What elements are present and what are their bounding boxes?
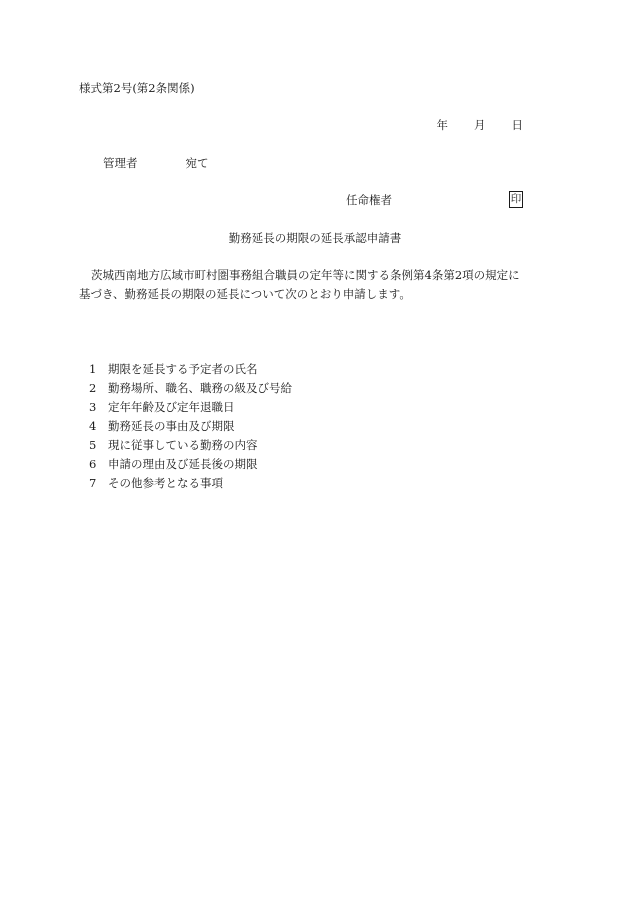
list-item: [89, 360, 292, 379]
body-paragraph: 茨城西南地方広域市町村圏事務組合職員の定年等に関する条例第4条第2項の規定に基づき、勤務延長の期限の延長について次のとおり申請します。: [79, 268, 520, 301]
item-text: その他参考となる事項: [108, 476, 223, 490]
item-list: [89, 360, 292, 493]
item-text: 期限を延長する予定者の氏名: [108, 362, 258, 376]
document-title: 勤務延長の期限の延長承認申請書: [228, 231, 402, 245]
date-month-label: 月: [474, 118, 486, 132]
item-text: 勤務延長の事由及び期限: [108, 419, 235, 433]
date-year-label: 年: [436, 118, 448, 132]
item-number: 2: [89, 381, 97, 395]
list-item: [89, 455, 292, 474]
list-item: [89, 417, 292, 436]
addressee-name: 管理者: [103, 156, 138, 170]
list-item: [89, 398, 292, 417]
item-number: 6: [89, 457, 97, 471]
list-item: [89, 436, 292, 455]
addressee-line: [103, 156, 209, 170]
item-text: 申請の理由及び延長後の期限: [108, 457, 258, 471]
list-item: [89, 379, 292, 398]
seal-box: 印: [509, 191, 523, 208]
item-text: 現に従事している勤務の内容: [108, 438, 258, 452]
date-line: [437, 118, 524, 132]
form-number: 様式第2号(第2条関係): [79, 81, 195, 95]
item-number: 7: [89, 476, 97, 490]
applicant-label: 任命権者: [346, 193, 392, 207]
item-text: 定年年齢及び定年退職日: [108, 400, 235, 414]
item-number: 4: [89, 419, 97, 433]
addressee-suffix: 宛て: [185, 156, 209, 170]
date-day-label: 日: [511, 118, 523, 132]
item-text: 勤務場所、職名、職務の級及び号給: [108, 381, 292, 395]
item-number: 5: [89, 438, 97, 452]
list-item: [89, 474, 292, 493]
item-number: 1: [89, 362, 97, 376]
item-number: 3: [89, 400, 97, 414]
